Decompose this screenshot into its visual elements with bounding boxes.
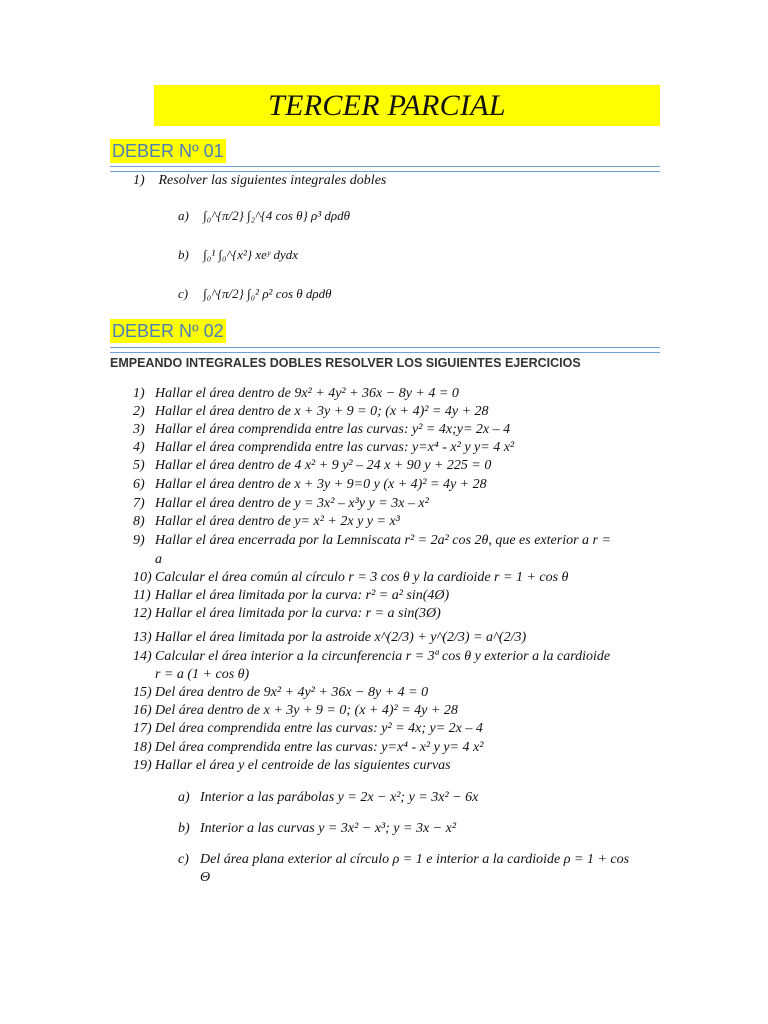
exercise-text: Hallar el área dentro de 4 x² + 9 y² – 24 x + 90 y + 225 = 0 [155,458,492,473]
exercise-row [133,605,441,623]
exercise-text: Hallar el área dentro de x + 3y + 9=0 y (x + 4)² = 4y + 28 [155,477,487,492]
exercise-text: Del área dentro de 9x² + 4y² + 36x − 8y + 4 = 0 [155,685,429,700]
integral-expression: ∫₀¹ ∫₀^{x²} xeʸ dydx [203,247,299,262]
integral-b [178,246,298,264]
exercise-number: 1) [133,386,145,401]
exercise-number: 15) [133,685,152,700]
exercise-row [133,439,514,457]
exercise-row [133,587,449,605]
curve-subitem-a [178,789,478,807]
exercise-number: 17) [133,721,152,736]
exercise-text: Hallar el área dentro de y= x² + 2x y y = x³ [155,514,400,529]
integral-expression: ∫₀^{π/2} ∫₀² ρ² cos θ dρdθ [203,286,332,301]
exercise-text: a [155,552,162,567]
subitem-text: Interior a las parábolas y = 2x − x²; y = 3x² − 6x [200,790,479,805]
exercise-text: Del área comprendida entre las curvas: y² = 4x; y= 2x – 4 [155,721,483,736]
subitem-text: Θ [200,870,211,885]
exercise-row [133,457,491,475]
subitem-text: Del área plana exterior al círculo ρ = 1 e interior a la cardioide ρ = 1 + cos [200,852,630,867]
exercise-text: Hallar el área limitada por la astroide x^(2/3) + y^(2/3) = a^(2/3) [155,630,527,645]
item-number: 1) [133,173,145,188]
deber-02-subheading: EMPEANDO INTEGRALES DOBLES RESOLVER LOS SIGUIENTES EJERCICIOS [110,356,581,370]
title-banner [154,85,660,126]
exercise-number: 10) [133,570,152,585]
curve-subitem-c-cont [178,869,210,887]
subitem-label: a) [178,790,190,805]
exercise-number: 11) [133,588,151,603]
exercise-row [133,495,429,513]
exercise-text: Hallar el área dentro de y = 3x² – x³y y = 3x – x² [155,496,429,511]
subitem-label: b) [178,247,189,262]
exercise-text: Del área dentro de x + 3y + 9 = 0; (x + 4)² = 4y + 28 [155,703,458,718]
exercise-text: Calcular el área interior a la circunferencia r = 3ª cos θ y exterior a la cardioide [155,649,611,664]
subitem-label: c) [178,286,189,301]
exercise-row [133,720,483,738]
exercise-text: r = a (1 + cos θ) [155,667,250,682]
divider-rule [110,347,660,353]
deber-02-heading: DEBER Nº 02 [110,319,226,343]
exercise-row [133,403,489,421]
exercise-text: Hallar el área y el centroide de las siguientes curvas [155,758,451,773]
exercise-text: Hallar el área limitada por la curva: r = a sin(3Ø) [155,606,441,621]
subitem-label: a) [178,208,189,223]
exercise-number: 16) [133,703,152,718]
exercise-row [133,476,487,494]
curve-subitem-c [178,851,629,869]
subitem-label: b) [178,821,190,836]
exercise-text: Hallar el área encerrada por la Lemniscata r² = 2a² cos 2θ, que es exterior a r = [155,533,611,548]
exercise-text: Del área comprendida entre las curvas: y=x⁴ - x² y y= 4 x² [155,740,484,755]
exercise-row [133,666,249,684]
exercise-row [133,551,162,569]
exercise-row [133,629,526,647]
exercise-text: Hallar el área comprendida entre las curvas: y=x⁴ - x² y y= 4 x² [155,440,515,455]
deber-01-item [133,172,386,190]
exercise-row [133,385,459,403]
exercise-row [133,421,510,439]
exercise-number: 12) [133,606,152,621]
exercise-number: 18) [133,740,152,755]
subitem-text: Interior a las curvas y = 3x² − x³; y = 3x − x² [200,821,457,836]
exercise-number: 4) [133,440,145,455]
exercise-row [133,532,611,550]
exercise-number: 7) [133,496,145,511]
exercise-row [133,757,451,775]
integral-expression: ∫₀^{π/2} ∫₂^{4 cos θ} ρ³ dρdθ [203,208,351,223]
integral-a [178,207,350,225]
exercise-text: Hallar el área dentro de x + 3y + 9 = 0; (x + 4)² = 4y + 28 [155,404,489,419]
exercise-text: Hallar el área dentro de 9x² + 4y² + 36x − 8y + 4 = 0 [155,386,459,401]
exercise-number: 14) [133,649,152,664]
item-text: Resolver las siguientes integrales dobles [158,173,387,188]
exercise-row [133,569,568,587]
exercise-number: 3) [133,422,145,437]
exercise-row [133,648,610,666]
deber-01-heading: DEBER Nº 01 [110,139,226,163]
exercise-number: 9) [133,533,145,548]
exercise-text: Hallar el área limitada por la curva: r² = a² sin(4Ø) [155,588,450,603]
exercise-text: Calcular el área común al círculo r = 3 cos θ y la cardioide r = 1 + cos θ [155,570,569,585]
page-title: TERCER PARCIAL [268,88,506,122]
exercise-row [133,702,458,720]
exercise-row [133,684,428,702]
exercise-number: 5) [133,458,145,473]
integral-c [178,285,332,303]
subitem-label: c) [178,852,189,867]
exercise-number: 8) [133,514,145,529]
exercise-number: 2) [133,404,145,419]
exercise-row [133,739,483,757]
exercise-number: 13) [133,630,152,645]
curve-subitem-b [178,820,456,838]
exercise-row [133,513,400,531]
exercise-number: 19) [133,758,152,773]
exercise-text: Hallar el área comprendida entre las curvas: y² = 4x;y= 2x – 4 [155,422,511,437]
exercise-number: 6) [133,477,145,492]
